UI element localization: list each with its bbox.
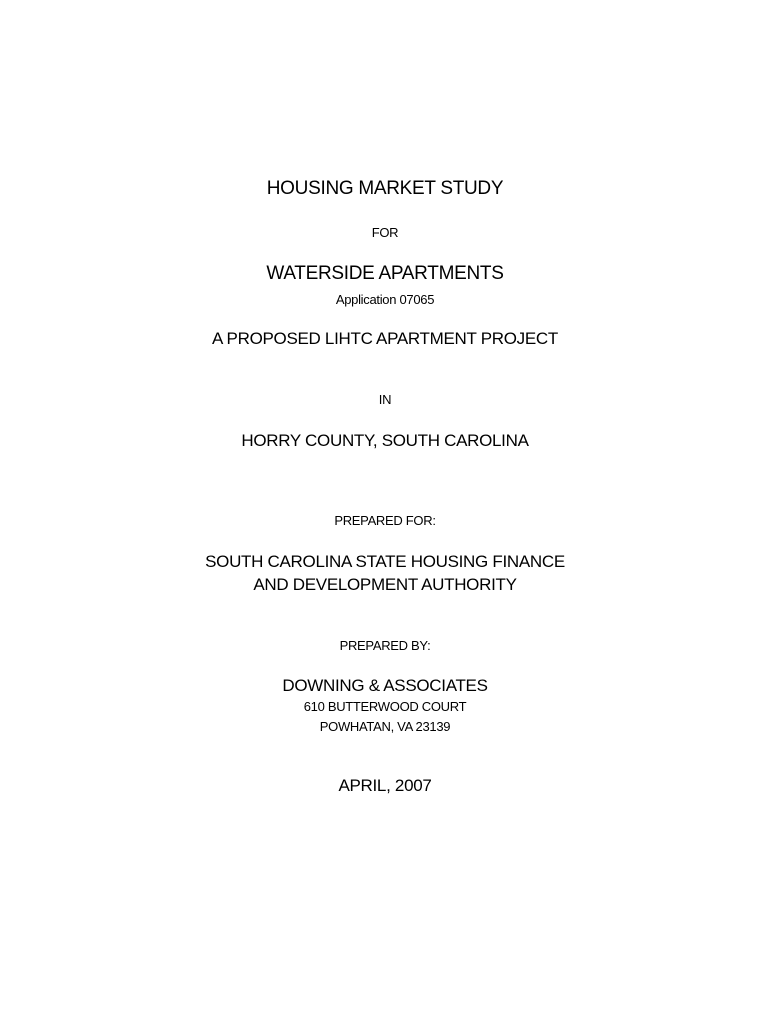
prepared-by-label: PREPARED BY: [339, 638, 431, 653]
firm-name: DOWNING & ASSOCIATES [282, 676, 488, 695]
prepared-for-label: PREPARED FOR: [334, 513, 436, 528]
document-title: HOUSING MARKET STUDY [266, 178, 504, 199]
application-number: Application 07065 [335, 292, 435, 307]
project-name: WATERSIDE APARTMENTS [266, 263, 504, 284]
firm-address-street: 610 BUTTERWOOD COURT [303, 699, 467, 714]
firm-address-city: POWHATAN, VA 23139 [319, 719, 451, 734]
client-name-line2: AND DEVELOPMENT AUTHORITY [253, 575, 517, 594]
document-date: APRIL, 2007 [338, 776, 432, 795]
project-description: A PROPOSED LIHTC APARTMENT PROJECT [212, 329, 558, 348]
in-label: IN [378, 392, 392, 407]
project-location: HORRY COUNTY, SOUTH CAROLINA [241, 431, 529, 450]
client-name-line1: SOUTH CAROLINA STATE HOUSING FINANCE [205, 552, 565, 571]
for-label: FOR [371, 225, 399, 240]
